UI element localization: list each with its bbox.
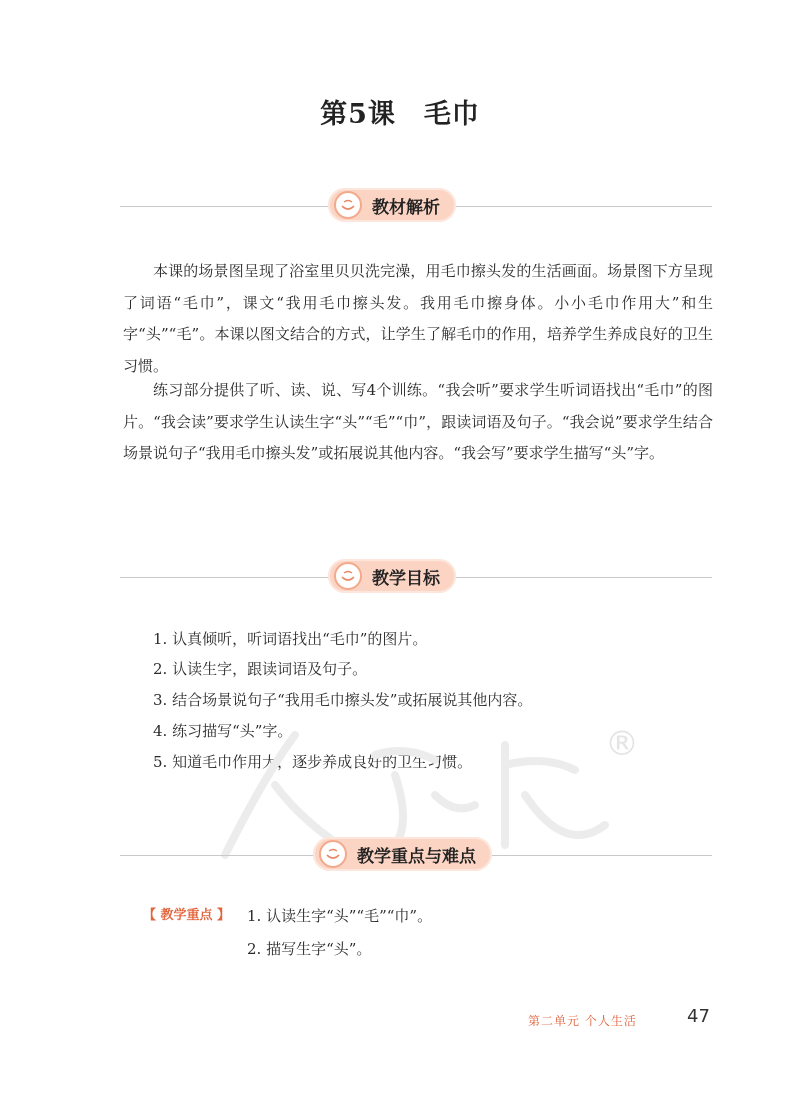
registered-mark: ® [605,724,639,764]
section-badge-icon [334,562,362,590]
key-points-label: 【 教学重点 】 [143,908,231,923]
lesson-number: 第5课 [320,99,396,130]
goal-item: 5. 知道毛巾作用大，逐步养成良好的卫生习惯。 [153,753,473,771]
section-pill [313,837,492,871]
section-title: 教材解析 [372,197,440,218]
section-badge-icon [334,191,362,219]
analysis-paragraph-2: 练习部分提供了听、读、说、写4个训练。“我会听”要求学生听词语找出“毛巾”的图片。“我会读”要求学生认读生字“头”“毛”“巾”，跟读词语及句子。“我会说”要求学生结合场景说句子“我用毛巾擦头发”或拓展说其他内容。“我会写”要求学生描写“头”字。 [123,381,713,462]
section-pill [328,559,456,593]
goal-item: 1. 认真倾听，听词语找出“毛巾”的图片。 [153,630,428,648]
key-point-item: 2. 描写生字“头”。 [247,940,372,958]
section-header-key-points [120,835,712,875]
goal-item: 2. 认读生字，跟读词语及句子。 [153,660,368,678]
section-pill [328,188,456,222]
section-badge-icon [319,840,347,868]
section-title: 教学重点与难点 [357,846,476,867]
goal-item: 3. 结合场景说句子“我用毛巾擦头发”或拓展说其他内容。 [153,691,533,709]
footer-unit-label: 第二单元 个人生活 [528,1014,637,1028]
page-number: 47 [687,1006,710,1027]
lesson-name: 毛巾 [423,99,480,130]
section-title: 教学目标 [372,568,440,589]
section-header-analysis [120,186,712,226]
analysis-paragraph-1: 本课的场景图呈现了浴室里贝贝洗完澡，用毛巾擦头发的生活画面。场景图下方呈现了词语“毛巾”，课文“我用毛巾擦头发。我用毛巾擦身体。小小毛巾作用大”和生字“头”“毛”。本课以图文结合的方式，让学生了解毛巾的作用，培养学生养成良好的卫生习惯。 [123,262,713,375]
key-point-item: 1. 认读生字“头”“毛”“巾”。 [247,907,433,925]
goal-item: 4. 练习描写“头”字。 [153,722,293,740]
section-header-goals [120,557,712,597]
lesson-title [0,92,800,131]
